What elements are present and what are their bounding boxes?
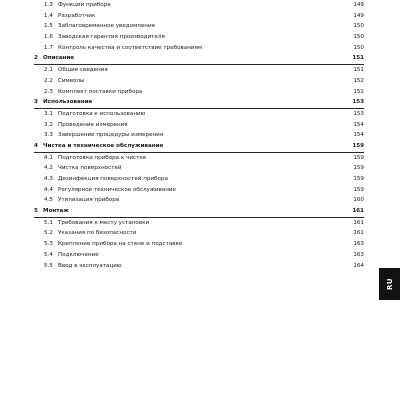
toc-entry-page: 153 xyxy=(352,99,364,106)
toc-section-row[interactable] xyxy=(34,250,364,261)
toc-entry-title: Чистка и техническое обслуживание xyxy=(43,142,164,149)
language-tab xyxy=(379,268,400,300)
toc-entry-number: 4.2 xyxy=(44,165,53,172)
toc-section-row[interactable] xyxy=(34,130,364,141)
toc-entry-page: 150 xyxy=(353,34,364,41)
toc-entry-number: 4.3 xyxy=(44,176,53,182)
toc-entry-number: 1.5 xyxy=(44,23,53,30)
toc-chapter-row[interactable] xyxy=(34,53,364,65)
toc-entry-title: Подготовка прибора к чистке xyxy=(58,154,147,161)
toc-section-row[interactable] xyxy=(34,43,364,54)
toc-entry-number: 3 xyxy=(34,99,38,106)
toc-entry-title: Разработчик xyxy=(58,12,96,19)
toc-entry-number: 4.1 xyxy=(44,154,53,161)
toc-entry-title: Дезинфекция поверхностей прибора xyxy=(58,176,168,182)
toc-entry-title: Требования к месту установки xyxy=(58,219,150,226)
toc-entry-title: Подключение xyxy=(58,251,99,258)
toc-entry-number: 4.5 xyxy=(44,197,53,204)
toc-entry-title: Проведение измерения xyxy=(58,121,128,128)
toc-entry-title: Функции прибора xyxy=(58,2,111,8)
toc-section-row[interactable] xyxy=(34,185,364,196)
toc-entry-title: Указания по безопасности xyxy=(58,230,137,237)
toc-entry-number: 3.3 xyxy=(44,132,53,139)
toc-section-row[interactable] xyxy=(34,32,364,43)
toc-entry-number: 1.4 xyxy=(44,12,53,19)
toc-section-row[interactable] xyxy=(34,239,364,250)
toc-entry-number: 1.3 xyxy=(44,2,53,8)
toc-entry-page: 163 xyxy=(353,251,364,258)
toc-entry-title: Заводская гарантия производителя xyxy=(58,34,165,41)
toc-section-row[interactable] xyxy=(34,195,364,206)
toc-entry-page: 150 xyxy=(353,23,364,30)
toc-section-row[interactable] xyxy=(34,11,364,22)
toc-section-row[interactable] xyxy=(34,21,364,32)
toc-entry-page: 154 xyxy=(353,121,364,128)
toc-entry-number: 2.3 xyxy=(44,88,53,95)
toc-chapter-row[interactable] xyxy=(34,206,364,218)
toc-entry-page: 151 xyxy=(353,67,364,74)
toc-entry-page: 152 xyxy=(353,77,364,84)
toc-entry-title: Монтаж xyxy=(43,208,69,215)
toc-entry-page: 150 xyxy=(353,44,364,51)
toc-entry-number: 2 xyxy=(34,55,38,62)
toc-section-row[interactable] xyxy=(34,218,364,229)
toc-entry-number: 3.2 xyxy=(44,121,53,128)
table-of-contents xyxy=(34,0,364,271)
toc-section-row[interactable] xyxy=(34,65,364,76)
toc-section-row[interactable] xyxy=(34,109,364,120)
toc-entry-title: Крепление прибора на стене и подставке xyxy=(58,241,183,248)
toc-entry-number: 2.1 xyxy=(44,67,53,74)
toc-entry-title: Утилизация прибора xyxy=(58,197,120,204)
toc-entry-page: 154 xyxy=(353,132,364,139)
toc-entry-title: Чистка поверхностей xyxy=(58,165,122,172)
toc-entry-page: 161 xyxy=(352,208,364,215)
toc-entry-number: 5.1 xyxy=(44,219,53,226)
toc-entry-number: 5.4 xyxy=(44,251,53,258)
toc-entry-page: 159 xyxy=(353,186,364,193)
toc-section-row[interactable] xyxy=(34,174,364,185)
toc-entry-page: 159 xyxy=(353,165,364,172)
toc-entry-number: 4.4 xyxy=(44,186,53,193)
toc-entry-number: 1.7 xyxy=(44,44,53,51)
toc-entry-page: 164 xyxy=(353,262,364,269)
toc-section-row[interactable] xyxy=(34,120,364,131)
toc-entry-title: Ввод в эксплуатацию xyxy=(58,262,122,269)
toc-entry-title: Подготовка к использованию xyxy=(58,110,146,117)
toc-entry-page: 152 xyxy=(353,88,364,95)
toc-section-row[interactable] xyxy=(34,87,364,98)
toc-section-row[interactable] xyxy=(34,163,364,174)
toc-entry-page: 153 xyxy=(353,110,364,117)
toc-entry-page: 149 xyxy=(353,2,364,8)
toc-entry-number: 4 xyxy=(34,142,38,149)
toc-entry-number: 5.2 xyxy=(44,230,53,237)
toc-entry-number: 2.2 xyxy=(44,77,53,84)
toc-entry-number: 3.1 xyxy=(44,110,53,117)
toc-entry-page: 161 xyxy=(353,219,364,226)
toc-section-row[interactable] xyxy=(34,0,364,11)
toc-entry-title: Регулярное техническое обслуживание xyxy=(58,186,176,193)
toc-entry-page: 160 xyxy=(353,197,364,204)
toc-entry-page: 159 xyxy=(353,154,364,161)
toc-section-row[interactable] xyxy=(34,228,364,239)
language-tab-label: RU xyxy=(385,277,394,291)
toc-chapter-row[interactable] xyxy=(34,141,364,153)
toc-entry-number: 5.3 xyxy=(44,241,53,248)
toc-entry-number: 1.6 xyxy=(44,34,53,41)
toc-entry-title: Использование xyxy=(43,99,93,106)
toc-section-row[interactable] xyxy=(34,261,364,272)
toc-entry-page: 151 xyxy=(352,55,364,62)
toc-entry-title: Комплект поставки прибора xyxy=(58,88,143,95)
toc-entry-page: 163 xyxy=(353,241,364,248)
toc-section-row[interactable] xyxy=(34,76,364,87)
toc-entry-title: Описание xyxy=(43,55,75,62)
toc-entry-title: Символы xyxy=(58,77,85,84)
toc-entry-number: 5.5 xyxy=(44,262,53,269)
toc-section-row[interactable] xyxy=(34,153,364,164)
toc-entry-title: Заблаговременное уведомление xyxy=(58,23,156,30)
toc-entry-page: 161 xyxy=(353,230,364,237)
toc-entry-page: 159 xyxy=(352,142,364,149)
toc-entry-number: 5 xyxy=(34,208,38,215)
toc-entry-page: 159 xyxy=(353,176,364,182)
toc-entry-title: Контроль качества и соответствие требованиям xyxy=(58,44,203,51)
toc-entry-title: Завершение процедуры измерения xyxy=(58,132,164,139)
toc-entry-page: 149 xyxy=(353,12,364,19)
toc-entry-title: Общие сведения xyxy=(58,67,108,74)
toc-chapter-row[interactable] xyxy=(34,97,364,109)
